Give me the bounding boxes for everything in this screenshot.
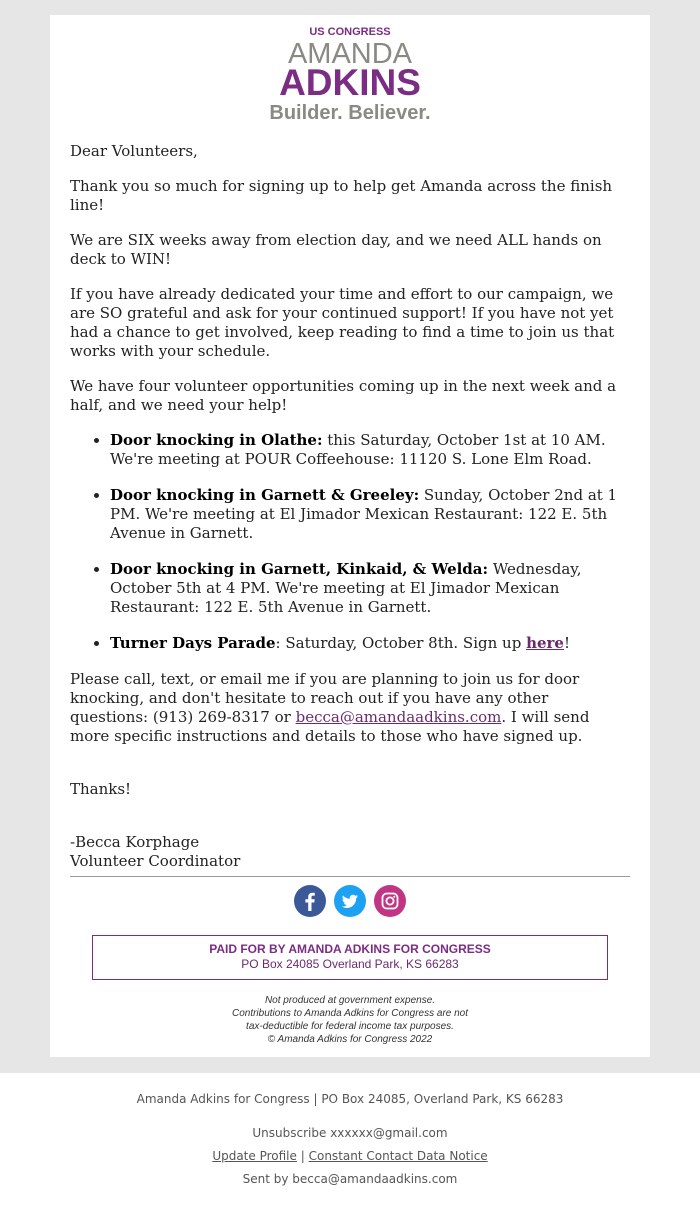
disclaimer-line: tax-deductible for federal income tax purposes. — [246, 1021, 454, 1032]
copyright: © Amanda Adkins for Congress 2022 — [267, 1034, 433, 1045]
unsubscribe-line — [0, 1126, 700, 1140]
unsubscribe-link[interactable]: Unsubscribe — [252, 1126, 327, 1140]
paragraph-thanks: Thank you so much for signing up to help get Amanda across the finish line! — [70, 177, 613, 214]
sent-by: Sent by becca@amandaadkins.com — [242, 1172, 458, 1186]
event-title: Door knocking in Olathe: — [110, 431, 323, 449]
disclaimer-line: Not produced at government expense. — [264, 995, 436, 1006]
event-detail: Sunday, October 2nd at 1 PM. We're meeting at El Jimador Mexican Restaurant: 122 E. 5th Avenue in Garnett. — [110, 486, 618, 542]
email-card — [50, 15, 650, 1057]
logo-tagline: Builder. Believer. — [269, 102, 431, 123]
email-footer — [0, 1073, 700, 1225]
event-detail-end: ! — [563, 634, 571, 652]
event-detail: Wednesday, October 5th at 4 PM. We're meeting at El Jimador Mexican Restaurant: 122 E. 5th Avenue in Garnett. — [110, 560, 582, 616]
contact-email-link[interactable]: becca@amandaadkins.com — [295, 708, 502, 726]
footer-separator: | — [300, 1149, 305, 1163]
contact-text: Please call, text, or email me if you are planning to join us for door knocking, and don't hesitate to reach out if you have any other questions: (913) 269-8317 or — [70, 670, 580, 726]
event-item-olathe — [110, 431, 630, 469]
campaign-logo — [50, 23, 650, 123]
disclaimer — [50, 994, 650, 1046]
event-title: Door knocking in Garnett & Greeley: — [110, 486, 420, 504]
twitter-icon[interactable] — [334, 885, 366, 917]
event-item-garnett-kinkaid-welda — [110, 560, 630, 617]
logo-first-name: AMANDA — [287, 38, 413, 70]
social-links — [50, 885, 650, 919]
contact-text-end: . I will send more specific instructions and details to those who have signed up. — [70, 708, 590, 745]
event-list — [70, 431, 630, 653]
signature-name: -Becca Korphage — [70, 833, 200, 851]
event-detail: : Saturday, October 8th. Sign up — [275, 634, 527, 652]
event-title: Door knocking in Garnett, Kinkaid, & Welda: — [110, 560, 489, 578]
event-title: Turner Days Parade — [110, 634, 276, 652]
email-body — [70, 142, 630, 871]
data-notice-link[interactable]: Constant Contact Data Notice — [308, 1149, 488, 1163]
logo-last-name: ADKINS — [279, 62, 421, 103]
disclaimer-line: Contributions to Amanda Adkins for Congress are not — [231, 1008, 469, 1019]
footer-links — [0, 1149, 700, 1163]
paid-for-box — [92, 935, 608, 980]
paid-for-title: PAID FOR BY AMANDA ADKINS FOR CONGRESS — [209, 942, 491, 956]
update-profile-link[interactable]: Update Profile — [212, 1149, 297, 1163]
event-item-garnett-greeley — [110, 486, 630, 543]
signup-here-link[interactable]: here — [526, 634, 564, 652]
unsubscribe-email: xxxxxx@gmail.com — [330, 1126, 448, 1140]
greeting: Dear Volunteers, — [70, 142, 198, 160]
event-detail: this Saturday, October 1st at 10 AM. We're meeting at POUR Coffeehouse: 11120 S. Lone Elm Road. — [110, 431, 606, 468]
paid-for-address: PO Box 24085 Overland Park, KS 66283 — [241, 957, 459, 971]
paragraph-opportunities: We have four volunteer opportunities coming up in the next week and a half, and we need your help! — [70, 377, 617, 414]
logo-graphic — [250, 23, 450, 123]
signature — [70, 833, 630, 871]
divider — [70, 876, 630, 877]
event-item-turner-days — [110, 634, 630, 653]
paragraph-six-weeks: We are SIX weeks away from election day, and we need ALL hands on deck to WIN! — [70, 231, 602, 268]
facebook-icon[interactable] — [294, 885, 326, 917]
instagram-icon[interactable] — [374, 885, 406, 917]
paragraph-contact — [70, 670, 630, 746]
logo-kicker: US CONGRESS — [309, 26, 391, 38]
paragraph-dedicated: If you have already dedicated your time and effort to our campaign, we are SO grateful and ask for your continued support! If you have not yet had a chance to get involved, keep reading to find a time to join us that works with your schedule. — [70, 285, 615, 360]
thanks-line: Thanks! — [70, 780, 132, 798]
footer-address: Amanda Adkins for Congress | PO Box 24085, Overland Park, KS 66283 — [136, 1092, 564, 1106]
signature-title: Volunteer Coordinator — [70, 852, 241, 870]
